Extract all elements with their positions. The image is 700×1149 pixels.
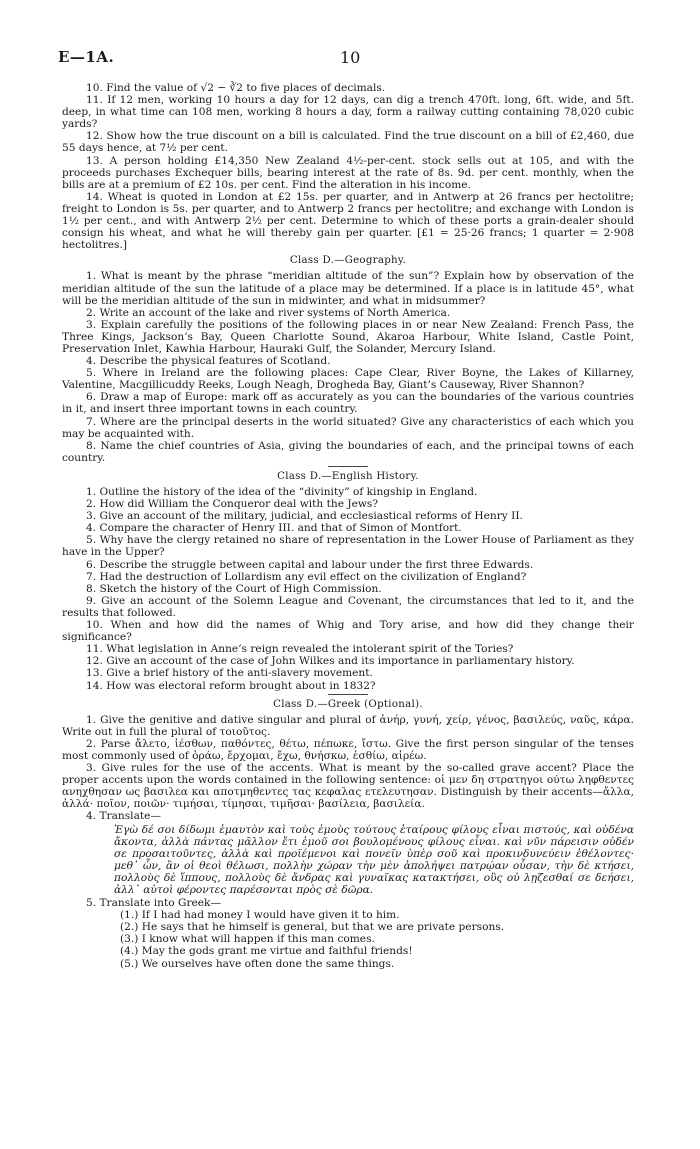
arithmetic-question: 11. If 12 men, working 10 hours a day for 12 days, can dig a trench 470ft. long, 6ft. wide, and 5ft. deep, in what time can 108 men, working 8 hours a day, form a railway cutting containing 78,020 cubic yards? — [62, 94, 634, 131]
exam-content — [62, 82, 634, 970]
document-code: E—1A. — [58, 48, 115, 66]
history-question: 7. Had the destruction of Lollardism any evil effect on the civilization of England? — [86, 570, 527, 583]
translation-item: (2.) He says that he himself is general, but that we are private persons. — [120, 921, 505, 934]
greek-question-label: 4. Translate— — [86, 810, 162, 823]
history-question: 10. When and how did the names of Whig and Tory arise, and how did they change their significance? — [62, 619, 634, 644]
translation-item: (1.) If I had had money I would have given it to him. — [120, 909, 400, 922]
history-question: 4. Compare the character of Henry III. and that of Simon of Montfort. — [86, 522, 462, 535]
geography-question: 3. Explain carefully the positions of the following places in or near New Zealand: French Pass, the Three Kings, Jackson’s Bay, Queen Charlotte Sound, Akaroa Harbour, White Island, Castle Point, Preservation Inlet, Kawhia Harbour, Hauraki Gulf, the Solander, Mercury Island. — [62, 318, 634, 355]
history-question: 11. What legislation in Anne’s reign revealed the intolerant spirit of the Tories? — [86, 643, 514, 656]
greek-passage: Ἐγὼ δέ σοι δίδωμι ἐμαυτὸν καὶ τοὺς ἐμοὺς τούτους ἑταίρους φίλους εἶναι πιστούς, καὶ οὐδένα ἄκοντα, ἀλλὰ πάντας μᾶλλον ἔτι ἐμοῦ σοι βουλομένους φίλους εἶναι. καὶ νῦν πάρεισιν οὐδέν σε προσαιτοῦντες, ἀλλὰ καὶ προϊέμενοι καὶ πονεῖν ὑπὲρ σοῦ καὶ προκινδυνεύειν ἐθέλοντες· μεθ᾽ ὧν, ἂν οἱ θεοὶ θέλωσι, πολλὴν χώραν τὴν μὲν ἀπολήψει πατρῴαν οὖσαν, τὴν δὲ κτήσει, πολλοὺς δὲ ἵππους, πολλοὺς δὲ ἄνδρας καὶ γυναῖκας κατακτήσει, οὓς οὐ λῃζεσθαί σε δεήσει, ἀλλ᾽ αὐτοὶ φέροντες παρέσονται πρὸς σὲ δῶρα. — [114, 823, 634, 896]
greek-heading: Class D.—Greek (Optional). — [273, 698, 423, 710]
geography-heading: Class D.—Geography. — [289, 255, 407, 267]
greek-question-label: 5. Translate into Greek— — [86, 897, 222, 910]
geography-question: 2. Write an account of the lake and river systems of North America. — [86, 306, 451, 319]
arithmetic-question: 10. Find the value of √2 − ∛2 to five places of decimals. — [86, 82, 386, 94]
translation-item: (4.) May the gods grant me virtue and faithful friends! — [120, 945, 413, 958]
geography-question: 6. Draw a map of Europe: mark off as accurately as you can the boundaries of the various countries in it, and insert three important towns in each country. — [62, 391, 634, 416]
arithmetic-question: 14. Wheat is quoted in London at £2 15s. per quarter, and in Antwerp at 26 francs per hectolitre; freight to London is 5s. per quarter, and to Antwerp 2 francs per hectolitre; and exchange with London is 1½ per cent., and with Antwerp 2½ per cent. Determine to which of these ports a grain-dealer should consign his wheat, and what he will thereby gain per quarter. [£1 = 25·26 francs; 1 quarter = 2·908 hectolitres.] — [62, 190, 634, 252]
history-question: 14. How was electoral reform brought about in 1832? — [86, 679, 376, 692]
history-question: 5. Why have the clergy retained no share of representation in the Lower House of Parliament as they have in the Upper? — [62, 534, 634, 559]
history-question: 13. Give a brief history of the anti-slavery movement. — [86, 667, 373, 680]
geography-question: 5. Where in Ireland are the following places: Cape Clear, River Boyne, the Lakes of Killarney, Valentine, Macgillicuddy Reeks, Lough Neagh, Drogheda Bay, Giant’s Causeway, River Shannon? — [62, 367, 634, 392]
history-question: 1. Outline the history of the idea of the “divinity” of kingship in England. — [86, 486, 478, 498]
geography-question: 4. Describe the physical features of Scotland. — [86, 355, 331, 368]
greek-question: 1. Give the genitive and dative singular and plural of ἀνήρ, γυνή, χείρ, γένος, βασιλεύς, ναῦς, κάρα. Write out in full the plural of τοιοῦτος. — [62, 713, 634, 738]
history-question: 2. How did William the Conqueror deal with the Jews? — [86, 498, 379, 511]
history-question: 6. Describe the struggle between capital and labour under the first three Edwards. — [86, 558, 534, 571]
translation-item: (5.) We ourselves have often done the same things. — [120, 957, 395, 970]
section-divider — [328, 466, 368, 467]
history-question: 9. Give an account of the Solemn League and Covenant, the circumstances that led to it, and the results that followed. — [62, 594, 634, 619]
history-question: 8. Sketch the history of the Court of High Commission. — [86, 582, 382, 595]
geography-question: 1. What is meant by the phrase “meridian altitude of the sun”? Explain how by observation of the meridian altitude of the sun the latitude of a place may be determined. If a place is in latitude 45°, what will be the meridian altitude of the sun in midwinter, and what in midsummer? — [62, 270, 634, 307]
history-heading: Class D.—English History. — [277, 470, 419, 482]
greek-question: 2. Parse ἄλετο, ἰέσθων, παθόντες, θέτω, πέπωκε, ἴστω. Give the first person singular of the tenses most commonly used of ὁράω, ἔρχομαι, ἔχω, θνήσκω, ἐσθίω, αἱρέω. — [62, 737, 634, 762]
history-question: 12. Give an account of the case of John Wilkes and its importance in parliamentary history. — [86, 655, 575, 668]
page-number: 10 — [340, 48, 361, 67]
arithmetic-question: 12. Show how the true discount on a bill is calculated. Find the true discount on a bill of £2,460, due 55 days hence, at 7½ per cent. — [62, 130, 634, 155]
history-question: 3. Give an account of the military, judicial, and ecclesiastical reforms of Henry II. — [86, 510, 523, 523]
section-divider — [328, 694, 368, 695]
translation-item: (3.) I know what will happen if this man comes. — [120, 933, 375, 946]
geography-question: 8. Name the chief countries of Asia, giving the boundaries of each, and the principal towns of each country. — [62, 439, 634, 464]
greek-question: 3. Give rules for the use of the accents. What is meant by the so-called grave accent? Place the proper accents upon the words contained in the following sentence: οἱ μεν δη στρατηγοι ούτω ληφθεντες ανηχθησαν ως βασιλεα και αποτμηθεντες τας κεφαλας ετελευτησαν. Distinguish by their accents—ἄλλα, ἀλλά· ποῖον, ποιῶν· τιμήσαι, τίμησαι, τιμῆσαι· βασίλεια, βασιλεία. — [62, 762, 634, 811]
translation-list — [120, 909, 634, 969]
arithmetic-question: 13. A person holding £14,350 New Zealand 4½-per-cent. stock sells out at 105, and with the proceeds purchases Exchequer bills, bearing interest at the rate of 8s. 9d. per cent. monthly, when the bills are at a premium of £2 10s. per cent. Find the alteration in his income. — [62, 154, 634, 191]
geography-question: 7. Where are the principal deserts in the world situated? Give any characteristics of each which you may be acquainted with. — [62, 415, 634, 440]
